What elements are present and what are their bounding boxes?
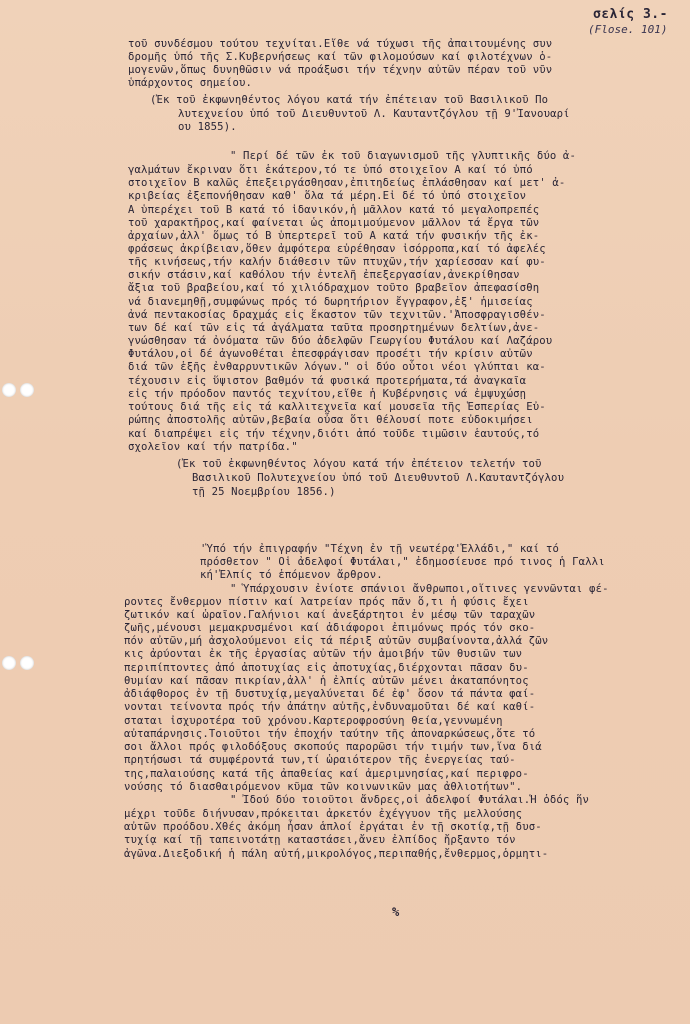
text-line: ροντες ἔνθερμον πίστιν καί λατρείαν πρός πᾶν ὅ,τι ἡ φύσις ἔχει (124, 596, 529, 608)
text-line: κις ἀρύονται ἐκ τῆς ἐργασίας αὐτῶν τήν ἀμοιβήν τῶν θυσιῶν των (124, 648, 523, 660)
text-line: " Περί δέ τῶν ἐκ τοῦ διαγωνισμοῦ τῆς γλυπτικῆς δύο ἀ- (230, 150, 576, 162)
text-line: τέχουσιν εἰς ὕψιστον βαθμόν τά φυσικά προτερήματα,τά ἀναγκαῖα (128, 375, 527, 387)
text-line: τυχίᾳ καί τῇ ταπεινοτάτῃ καταστάσει,ἄνευ ἐλπίδος ἤρξαντο τόν (124, 834, 516, 846)
text-line: (Ἐκ τοῦ ἐκφωνηθέντος λόγου κατά τήν ἐπέτειαν τοῦ Βασιλικοῦ Πο (150, 94, 549, 106)
text-line: διά τῶν ἑξῆς ἐνθαρρυντικῶν λόγων." οἱ δύο οὗτοι νέοι γλύπται κα- (128, 361, 546, 373)
text-line: εἰς τήν πρόοδον παντός τεχνίτου,εἴθε ἡ Κυβέρνησις νά ἐμψυχώσῃ (128, 388, 527, 400)
text-line: 'Ὑπό τήν ἐπιγραφήν "Τέχνη ἐν τῇ νεωτέρᾳ'Ἑλλάδι," καί τό (200, 543, 560, 555)
text-line: περιπίπτοντες ἀπό ἀποτυχίας εἰς ἀποτυχίας,διέρχονται πᾶσαν δυ- (124, 662, 529, 674)
text-line: φράσεως ἀκρίβειαν,ὅθεν ἀμφότερα εὑρέθησαν ἰσόρροπα,καί τό ἀφελές (128, 243, 546, 255)
text-line: Φυτάλου,οἱ δέ ἀγωνοθέται ἐπεσφράγισαν προσέτι τήν κρίσιν αὐτῶν (128, 348, 533, 360)
text-line: κριβείας ἐξεπονήθησαν καθ' ὅλα τά μέρη.Εἰ δέ τό ὑπό στοιχεῖον (128, 190, 527, 202)
text-line: νούσης τό διασθαιρόμενον κῦμα τῶν κοινωνικῶν μας ἀθλιοτήτων". (124, 781, 523, 793)
punch-hole (2, 656, 16, 670)
punch-hole (2, 383, 16, 397)
page-end-mark: % (392, 905, 400, 919)
text-line: λυτεχνείου ὑπό τοῦ Διευθυντοῦ Λ. Καυταντζόγλου τῇ 9'Ἰανουαρί (178, 108, 570, 120)
text-line: νονται τείνοντα πρός τήν ἀπάτην αὐτῆς,ἐνδυναμοῦται δέ καί καθί- (124, 701, 536, 713)
text-line: " Ἰδού δύο τοιοῦτοι ἄνδρες,οἱ ἀδελφοί Φυτάλαι.Ἡ ὁδός ἥν (230, 794, 590, 806)
punch-hole (20, 656, 34, 670)
text-line: ζωτικόν καί ὡραῖον.Γαλήνιοι καί ἀνεξάρτητοι ἐν μέσῳ τῶν ταραχῶν (124, 609, 536, 621)
text-line: ἄξια τοῦ βραβείου,καί τό χιλιόδραχμον τοῦτο βραβεῖον ἀπεφασίσθη (128, 282, 540, 294)
text-line: δρομῆς ὑπό τῆς Σ.Κυβερνήσεως καί τῶν φιλομούσων καί φιλοτέχνων ὁ- (128, 51, 553, 63)
text-line: καί διαπρέψει εἰς τήν τέχνην,διότι ἀπό τοῦδε τιμῶσιν ἑαυτούς,τό (128, 428, 540, 440)
text-line: ἀδιάφθορος ἐν τῇ δυστυχίᾳ,μεγαλύνεται δέ ἐφ' ὅσον τά πάντα φαί- (124, 688, 536, 700)
text-line: τῆς κινήσεως,τήν καλήν διάθεσιν τῶν πτυχῶν,τήν χαρίεσσαν καί φυ- (128, 256, 546, 268)
text-line: ἀνά πεντακοσίας δραχμάς εἰς ἕκαστον τῶν τεχνιτῶν.'Ἀποσφραγισθέν- (128, 309, 546, 321)
archive-reference: (Flose. 101) (588, 23, 668, 36)
text-line: σχολεῖον καί τήν πατρίδα." (128, 441, 298, 453)
text-line: της,παλαιούσης κατά τῆς ἀπαθείας καί ἀμεριμνησίας,καί περιφρο- (124, 768, 529, 780)
text-line: τῇ 25 Νοεμβρίου 1856.) (192, 486, 336, 498)
text-line: (Ἐκ τοῦ ἐκφωνηθέντος λόγου κατά τήν ἐπέτειον τελετήν τοῦ (176, 458, 542, 470)
text-line: ἀγῶνα.Διεξοδική ἡ πάλη αὐτή,μικρολόγος,περιπαθής,ἔνθερμος,ὁρμητι- (124, 848, 549, 860)
text-line: αὐτῶν προόδου.Χθές ἀκόμη ἦσαν ἁπλοί ἐργάται ἐν τῇ σκοτίᾳ,τῇ δυσ- (124, 821, 542, 833)
text-line: Α ὑπερέχει τοῦ Β κατά τό ἰδανικόν,ἡ μᾶλλον κατά τό μεγαλοπρεπές (128, 204, 540, 216)
text-line: γαλμάτων ἔκριναν ὅτι ἑκάτερον,τό τε ὑπό στοιχεῖον Α καί τό ὑπό (128, 164, 533, 176)
text-line: ὑπάρχοντος σημείου. (128, 77, 253, 89)
text-line: γνώσθησαν τά ὀνόματα τῶν δύο ἀδελφῶν Γεωργίου Φυτάλου καί Λαζάρου (128, 335, 553, 347)
text-line: των δέ καί τῶν εἰς τά ἀγάλματα ταῦτα προσηρτημένων δελτίων,ἀνε- (128, 322, 540, 334)
text-line: ου 1855). (178, 121, 237, 133)
text-line: πρόσθετον " Οἱ ἀδελφοί Φυτάλαι," ἐδημοσίευσε πρό τινος ἡ Γαλλι (200, 556, 605, 568)
text-line: σοι ἄλλοι πρός φιλοδόξους σκοπούς παρορῶσι τήν τιμήν των,ἵνα διά (124, 741, 542, 753)
text-line: μέχρι τοῦδε διήνυσαν,πρόκειται ἀρκετόν ἐχέγγυον τῆς μελλούσης (124, 808, 523, 820)
text-line: σικήν στάσιν,καί καθόλου τήν ἐντελῆ ἐπεξεργασίαν,ἀνεκρίθησαν (128, 269, 520, 281)
text-line: ρώπης ἀποστολῆς αὐτῶν,βεβαία οὖσα ὅτι θέλουσί ποτε εὐδοκιμήσει (128, 414, 533, 426)
page-number: σελίς 3.- (593, 7, 668, 22)
text-line: σταται ἰσχυροτέρα τοῦ χρόνου.Καρτεροφροσύνη θεία,γεννωμένη (124, 715, 503, 727)
text-line: αὐταπάρνησις.Τοιοῦτοι τήν ἐποχήν ταύτην τῆς ἀποναρκώσεως,ὅτε τό (124, 728, 536, 740)
text-line: πρητήσωσι τά συμφέροντά των,τί ὡραιότερον τῆς ἐνεργείας ταύ- (124, 754, 516, 766)
text-line: " Ὑπάρχουσιν ἐνίοτε σπάνιοι ἄνθρωποι,οἵτινες γεννῶνται φέ- (230, 583, 609, 595)
text-line: τοῦ συνδέσμου τούτου τεχνίται.Εἴθε νά τύχωσι τῆς ἀπαιτουμένης συν (128, 38, 553, 50)
text-line: θυμίαν καί πᾶσαν πικρίαν,ἀλλ' ἡ ἐλπίς αὐτῶν μένει ἀκαταπόνητος (124, 675, 529, 687)
text-line: μογενῶν,ὅπως δυνηθῶσιν νά προάξωσι τήν τέχνην αὐτῶν πέραν τοῦ νῦν (128, 64, 553, 76)
text-line: νά διανεμηθῇ,συμφώνως πρός τό δωρητήριον ἔγγραφον,ἐξ' ἡμισείας (128, 296, 533, 308)
text-line: τούτους διά τῆς εἰς τά καλλιτεχνεῖα καί μουσεῖα τῆς Ἑσπερίας Εὐ- (128, 401, 546, 413)
text-line: ἀρχαίων,ἀλλ' ὅμως τό Β ὑπερτερεῖ τοῦ Α κατά τήν φυσικήν τῆς ἐκ- (128, 230, 540, 242)
text-line: τοῦ χαρακτῆρος,καί φαίνεται ὡς ἀπομιμούμενον μᾶλλον τά ἔργα τῶν (128, 217, 540, 229)
text-line: πόν αὐτῶν,μή ἀσχολούμενοι εἰς τά πέριξ αὐτῶν συμβαίνοντα,ἀλλά ζῶν (124, 635, 549, 647)
text-line: στοιχεῖον Β καλῶς ἐπεξειργάσθησαν,ἐπιτηδείως ἐπλάσθησαν καί μετ' ἀ- (128, 177, 566, 189)
text-line: ζωῆς,μένουσι μεμακρυσμένοι καί ἀδιάφοροι ἐπιμόνως πρός τόν σκο- (124, 622, 536, 634)
punch-hole (20, 383, 34, 397)
text-line: κή'Ἐλπίς τό ἑπόμενον ἄρθρον. (200, 569, 383, 581)
text-line: Βασιλικοῦ Πολυτεχνείου ὑπό τοῦ Διευθυντοῦ Λ.Καυταντζόγλου (192, 472, 565, 484)
